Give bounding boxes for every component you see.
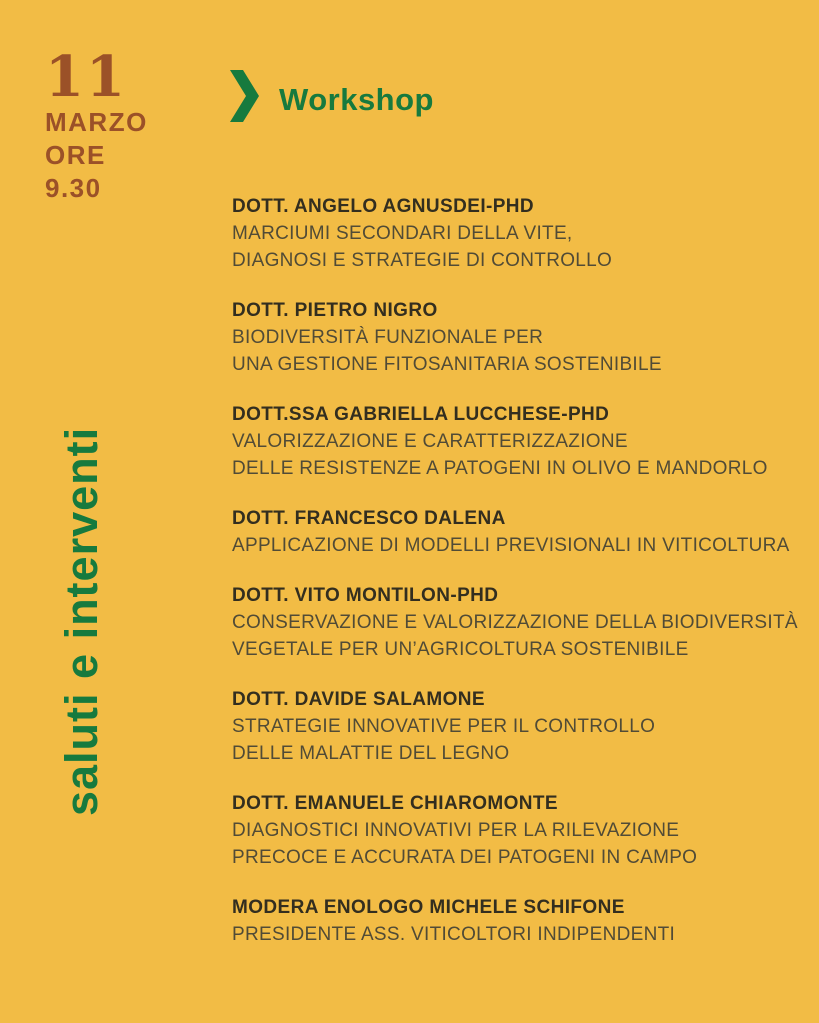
time-label: ORE <box>45 140 106 170</box>
speaker-item <box>232 505 802 559</box>
speaker-item <box>232 193 802 274</box>
speaker-topic-line: DIAGNOSTICI INNOVATIVI PER LA RILEVAZIONE <box>232 820 680 841</box>
speaker-topic-line: PRECOCE E ACCURATA DEI PATOGENI IN CAMPO <box>232 847 698 868</box>
speaker-name: DOTT. VITO MONTILON-PHD <box>232 585 499 606</box>
date-time-block <box>45 44 148 205</box>
speaker-topic-line: BIODIVERSITÀ FUNZIONALE PER <box>232 327 544 348</box>
section-header <box>230 70 434 122</box>
speaker-item <box>232 297 802 378</box>
moderator-item <box>232 894 802 948</box>
speaker-item <box>232 582 802 663</box>
side-label: saluti e interventi <box>56 426 107 816</box>
speaker-topic-line: DELLE RESISTENZE A PATOGENI IN OLIVO E MANDORLO <box>232 458 768 479</box>
speaker-topic-line: UNA GESTIONE FITOSANITARIA SOSTENIBILE <box>232 354 662 375</box>
date-month: MARZO <box>45 107 148 137</box>
speaker-topic-line: DIAGNOSI E STRATEGIE DI CONTROLLO <box>232 250 613 271</box>
time-value: 9.30 <box>45 173 102 203</box>
speaker-topic-line: VEGETALE PER UN’AGRICOLTURA SOSTENIBILE <box>232 639 689 660</box>
section-title: Workshop <box>279 82 434 117</box>
speakers-list <box>232 193 802 971</box>
speaker-name: DOTT. PIETRO NIGRO <box>232 300 438 321</box>
speaker-topic-line: DELLE MALATTIE DEL LEGNO <box>232 743 510 764</box>
speaker-name: DOTT.SSA GABRIELLA LUCCHESE-PHD <box>232 404 610 425</box>
speaker-topic-line: CONSERVAZIONE E VALORIZZAZIONE DELLA BIODIVERSITÀ <box>232 612 798 633</box>
speaker-item <box>232 401 802 482</box>
speaker-topic-line: MARCIUMI SECONDARI DELLA VITE, <box>232 223 573 244</box>
speaker-topic-line: VALORIZZAZIONE E CARATTERIZZAZIONE <box>232 431 628 452</box>
speaker-name: DOTT. FRANCESCO DALENA <box>232 508 506 529</box>
date-day: 11 <box>45 44 127 110</box>
speaker-name: DOTT. ANGELO AGNUSDEI-PHD <box>232 196 535 217</box>
moderator-name: MODERA ENOLOGO MICHELE SCHIFONE <box>232 897 625 918</box>
speaker-name: DOTT. DAVIDE SALAMONE <box>232 689 485 710</box>
speaker-item <box>232 790 802 871</box>
speaker-topic-line: STRATEGIE INNOVATIVE PER IL CONTROLLO <box>232 716 656 737</box>
speaker-name: DOTT. EMANUELE CHIAROMONTE <box>232 793 559 814</box>
speaker-topic-line: APPLICAZIONE DI MODELLI PREVISIONALI IN VITICOLTURA <box>232 535 790 556</box>
chevron-right-icon <box>230 70 259 122</box>
speaker-item <box>232 686 802 767</box>
moderator-role-line: PRESIDENTE ASS. VITICOLTORI INDIPENDENTI <box>232 924 676 945</box>
